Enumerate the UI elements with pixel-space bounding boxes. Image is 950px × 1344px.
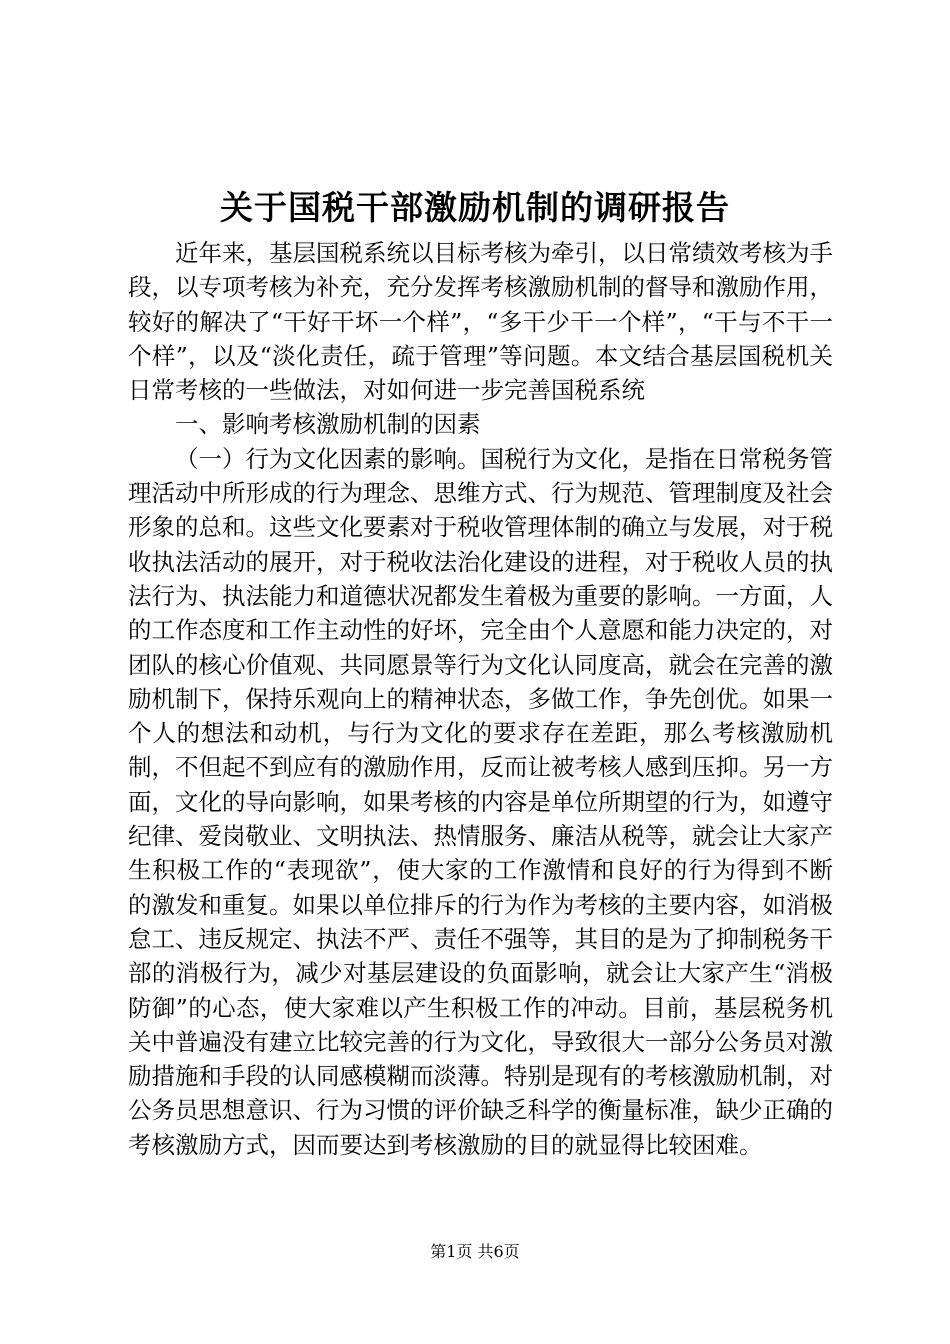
document-body [128,236,833,1162]
section-paragraph: （一）行为文化因素的影响。国税行为文化，是指在日常税务管理活动中所形成的行为理念、思维方式、行为规范、管理制度及社会形象的总和。这些文化要素对于税收管理体制的确立与发展，对于税收执法活动的展开，对于税收法治化建设的进程，对于税收人员的执法行为、执法能力和道德状况都发生着极为重要的影响。一方面，人的工作态度和工作主动性的好坏，完全由个人意愿和能力决定的，对团队的核心价值观、共同愿景等行为文化认同度高，就会在完善的激励机制下，保持乐观向上的精神状态，多做工作，争先创优。如果一个人的想法和动机，与行为文化的要求存在差距，那么考核激励机制，不但起不到应有的激励作用，反而让被考核人感到压抑。另一方面，文化的导向影响，如果考核的内容是单位所期望的行为，如遵守纪律、爱岗敬业、文明执法、热情服务、廉洁从税等，就会让大家产生积极工作的“表现欲”，使大家的工作激情和良好的行为得到不断的激发和重复。如果以单位排斥的行为作为考核的主要内容，如消极怠工、违反规定、执法不严、责任不强等，其目的是为了抑制税务干部的消极行为，减少对基层建设的负面影响，就会让大家产生“消极防御”的心态，使大家难以产生积极工作的冲动。目前，基层税务机关中普遍没有建立比较完善的行为文化，导致很大一部分公务员对激励措施和手段的认同感模糊而淡薄。特别是现有的考核激励机制，对公务员思想意识、行为习惯的评价缺乏科学的衡量标准，缺少正确的考核激励方式，因而要达到考核激励的目的就显得比较困难。 [128,444,833,1159]
section-heading: 一、影响考核激励机制的因素 [175,410,481,439]
page-number-footer: 第1页 共6页 [430,1242,520,1261]
intro-paragraph: 近年来，基层国税系统以目标考核为牵引，以日常绩效考核为手段，以专项考核为补充，充分发挥考核激励机制的督导和激励作用，较好的解决了“干好干坏一个样”，“多干少干一个样”，“干与不干一个样”，以及“淡化责任，疏于管理”等问题。本文结合基层国税机关日常考核的一些做法，对如何进一步完善国税系统 [128,239,833,405]
document-title: 关于国税干部激励机制的调研报告 [220,188,730,227]
